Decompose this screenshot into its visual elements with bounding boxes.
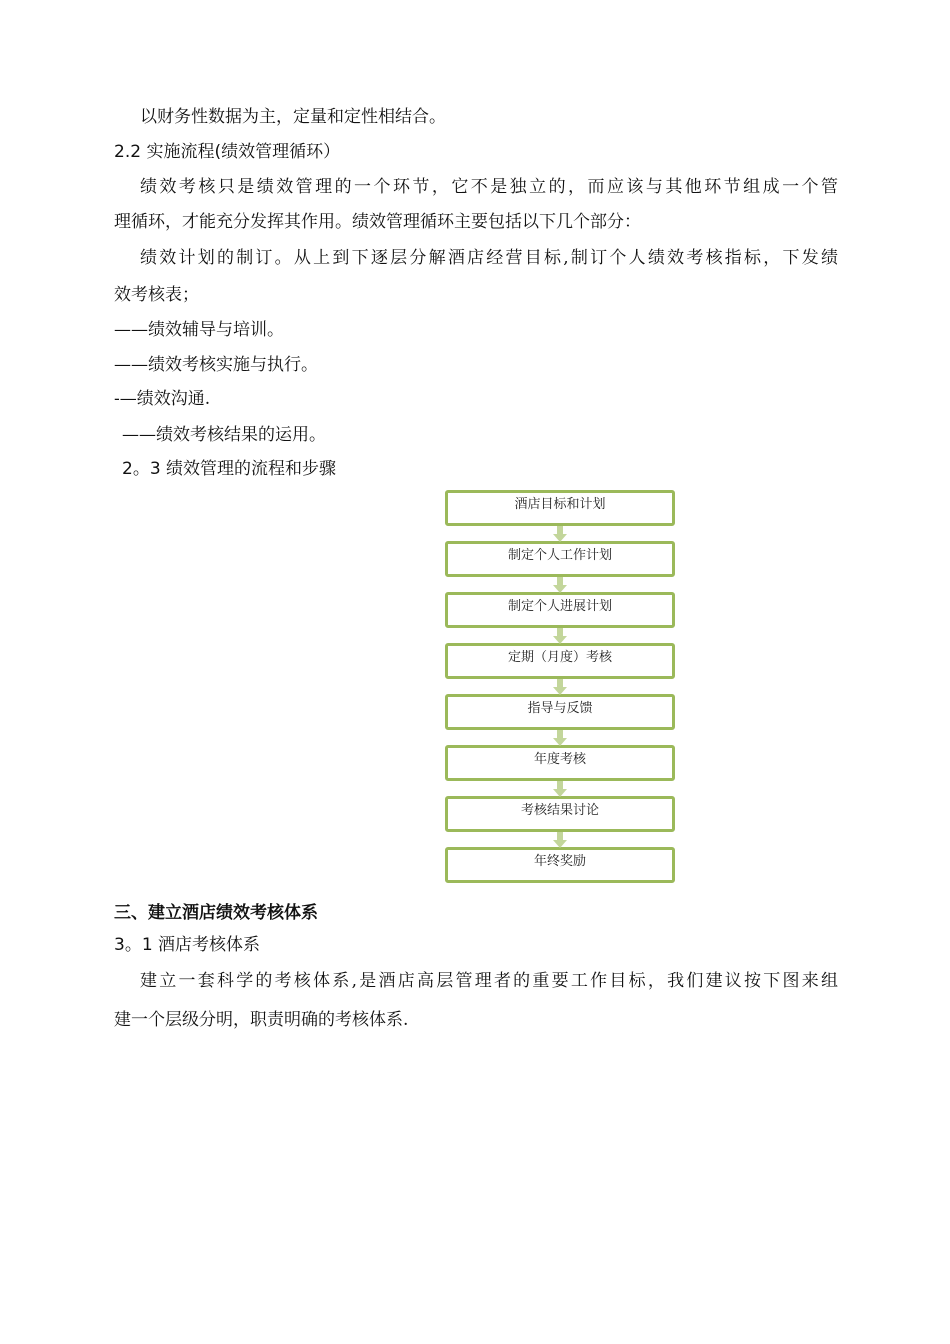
paragraph-system-line1: 建立一套科学的考核体系,是酒店高层管理者的重要工作目标，我们建议按下图来组 (140, 971, 838, 991)
flow-step-5: 指导与反馈 (445, 694, 675, 730)
heading-3: 三、建立酒店绩效考核体系 (114, 903, 318, 923)
flow-step-1: 酒店目标和计划 (445, 490, 675, 526)
bullet-communication: -—绩效沟通. (114, 389, 211, 409)
flow-step-6: 年度考核 (445, 745, 675, 781)
flow-step-4: 定期（月度）考核 (445, 643, 675, 679)
down-arrow-icon (553, 781, 567, 797)
flow-step-7: 考核结果讨论 (445, 796, 675, 832)
paragraph-financial-data: 以财务性数据为主，定量和定性相结合。 (140, 107, 446, 127)
flow-step-2: 制定个人工作计划 (445, 541, 675, 577)
heading-2-3: 2。3 绩效管理的流程和步骤 (122, 459, 337, 479)
bullet-coaching: ——绩效辅导与培训。 (114, 320, 284, 340)
flow-step-3: 制定个人进展计划 (445, 592, 675, 628)
down-arrow-icon (553, 730, 567, 746)
down-arrow-icon (553, 832, 567, 848)
paragraph-plan-line2: 效考核表； (114, 285, 199, 305)
bullet-implementation: ——绩效考核实施与执行。 (114, 355, 318, 375)
heading-3-1: 3。1 酒店考核体系 (114, 935, 261, 955)
bullet-application: ——绩效考核结果的运用。 (122, 425, 326, 445)
down-arrow-icon (553, 628, 567, 644)
down-arrow-icon (553, 526, 567, 542)
heading-2-2: 2.2 实施流程(绩效管理循环） (114, 142, 341, 162)
paragraph-plan-line1: 绩效计划的制订。从上到下逐层分解酒店经营目标,制订个人绩效考核指标，下发绩 (140, 248, 838, 268)
paragraph-system-line2: 建一个层级分明，职责明确的考核体系. (114, 1010, 409, 1030)
down-arrow-icon (553, 577, 567, 593)
paragraph-cycle-line2: 理循环，才能充分发挥其作用。绩效管理循环主要包括以下几个部分： (114, 212, 641, 232)
flow-step-8: 年终奖励 (445, 847, 675, 883)
paragraph-cycle-line1: 绩效考核只是绩效管理的一个环节，它不是独立的，而应该与其他环节组成一个管 (140, 177, 838, 197)
down-arrow-icon (553, 679, 567, 695)
